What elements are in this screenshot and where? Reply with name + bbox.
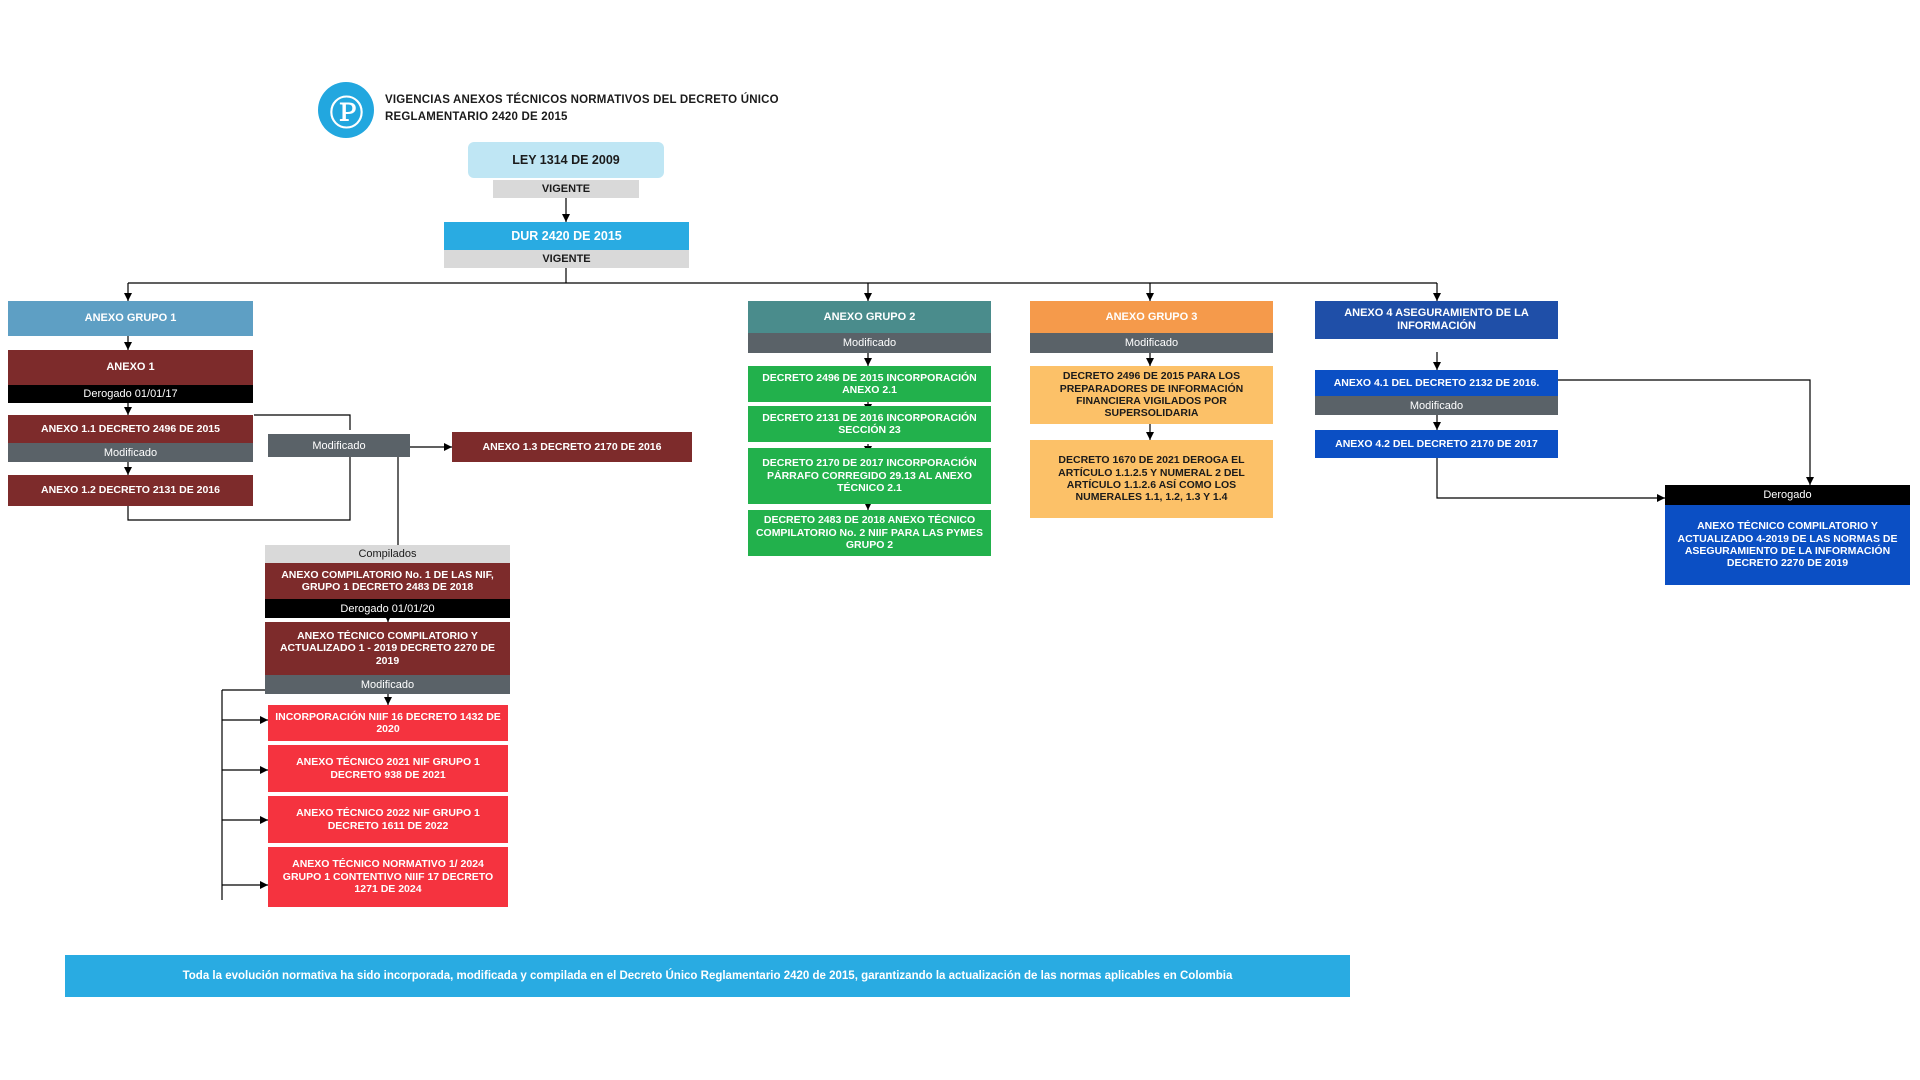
node-anexo-tecnico-2022[interactable] <box>268 796 508 843</box>
node-dur-2420-label: DUR 2420 DE 2015 <box>511 228 622 243</box>
status-dur-2420-label: VIGENTE <box>542 253 591 265</box>
node-g2-decreto-2496[interactable] <box>748 366 991 402</box>
page-title <box>385 92 815 125</box>
node-anexo-grupo-3[interactable] <box>1030 301 1273 333</box>
status-compilados-label: Compilados <box>358 548 417 560</box>
node-g3-decreto-1670[interactable] <box>1030 440 1273 518</box>
node-g2-decreto-2496-label: DECRETO 2496 DE 2015 INCORPORACIÓN ANEXO 2.1 <box>762 371 977 396</box>
status-anexo-compilatorio-1 <box>265 599 510 618</box>
company-logo <box>318 82 374 138</box>
page-title-line-1: VIGENCIAS ANEXOS TÉCNICOS NORMATIVOS DEL DECRETO ÚNICO <box>385 94 779 106</box>
node-ley-1314-label: LEY 1314 DE 2009 <box>512 152 620 167</box>
node-anexo-grupo-4-label: ANEXO 4 ASEGURAMIENTO DE LA INFORMACIÓN <box>1344 307 1529 332</box>
status-anexo-compilatorio-2019-label: Modificado <box>360 678 415 691</box>
node-g2-decreto-2170-label: DECRETO 2170 DE 2017 INCORPORACIÓN PÁRRAFO CORREGIDO 29.13 AL ANEXO TÉCNICO 2.1 <box>762 457 977 495</box>
node-anexo-compilatorio-4-2019[interactable] <box>1665 505 1910 585</box>
status-derogado-anexo-4 <box>1665 485 1910 505</box>
node-incorporacion-niif-16[interactable] <box>268 705 508 741</box>
node-anexo-tecnico-2021-label: ANEXO TÉCNICO 2021 NIF GRUPO 1 DECRETO 938 DE 2021 <box>296 756 480 781</box>
logo-glyph: Ⓟ <box>329 95 363 133</box>
node-anexo-grupo-2[interactable] <box>748 301 991 333</box>
status-anexo-grupo-2-label: Modificado <box>842 337 897 349</box>
footer-banner-text: Toda la evolución normativa ha sido incorporada, modificada y compilada en el Decreto Único Reglamentario 2420 de 2015, garantizando la actualización de las normas aplicables en Colombia <box>182 969 1233 982</box>
node-dur-2420[interactable] <box>444 222 689 250</box>
status-modificado-anexo-1-label: Modificado <box>312 439 366 452</box>
status-anexo-1-label: Derogado 01/01/17 <box>83 388 178 400</box>
node-anexo-compilatorio-2019[interactable] <box>265 622 510 675</box>
status-anexo-grupo-4 <box>1315 339 1558 352</box>
footer-banner <box>65 955 1350 997</box>
node-g3-decreto-2496[interactable] <box>1030 366 1273 424</box>
node-anexo-1-2[interactable] <box>8 475 253 506</box>
node-anexo-4-1[interactable] <box>1315 370 1558 396</box>
node-anexo-tecnico-2021[interactable] <box>268 745 508 792</box>
node-g2-decreto-2131-label: DECRETO 2131 DE 2016 INCORPORACIÓN SECCIÓN 23 <box>762 411 977 436</box>
node-anexo-grupo-4[interactable] <box>1315 301 1558 339</box>
status-anexo-4-1-label: Modificado <box>1409 399 1464 412</box>
node-anexo-1-3[interactable] <box>452 432 692 462</box>
status-modificado-anexo-1 <box>268 434 410 457</box>
status-anexo-compilatorio-2019 <box>265 675 510 694</box>
status-ley-1314-label: VIGENTE <box>541 183 591 195</box>
status-ley-1314 <box>493 180 639 198</box>
node-anexo-1-2-label: ANEXO 1.2 DECRETO 2131 DE 2016 <box>41 484 220 497</box>
node-g2-decreto-2483[interactable] <box>748 510 991 556</box>
status-anexo-grupo-3 <box>1030 333 1273 353</box>
node-anexo-1-label: ANEXO 1 <box>106 361 155 374</box>
node-anexo-tecnico-2022-label: ANEXO TÉCNICO 2022 NIF GRUPO 1 DECRETO 1611 DE 2022 <box>296 807 480 832</box>
status-anexo-grupo-3-label: Modificado <box>1124 337 1179 349</box>
node-anexo-compilatorio-1-label: ANEXO COMPILATORIO No. 1 DE LAS NIF, GRUPO 1 DECRETO 2483 DE 2018 <box>281 568 494 593</box>
node-anexo-tecnico-2024-label: ANEXO TÉCNICO NORMATIVO 1/ 2024 GRUPO 1 CONTENTIVO NIIF 17 DECRETO 1271 DE 2024 <box>282 858 494 896</box>
node-g2-decreto-2170[interactable] <box>748 448 991 504</box>
node-anexo-grupo-1-label: ANEXO GRUPO 1 <box>84 312 177 325</box>
node-anexo-1-1-label: ANEXO 1.1 DECRETO 2496 DE 2015 <box>41 422 220 435</box>
node-anexo-1[interactable] <box>8 350 253 385</box>
node-anexo-1-3-label: ANEXO 1.3 DECRETO 2170 DE 2016 <box>482 440 662 453</box>
status-anexo-1 <box>8 385 253 403</box>
node-anexo-1-1[interactable] <box>8 415 253 443</box>
node-anexo-grupo-2-label: ANEXO GRUPO 2 <box>823 310 916 323</box>
status-anexo-4-1 <box>1315 396 1558 415</box>
node-ley-1314[interactable] <box>468 142 664 178</box>
status-anexo-compilatorio-1-label: Derogado 01/01/20 <box>340 602 435 615</box>
node-g3-decreto-2496-label: DECRETO 2496 DE 2015 PARA LOS PREPARADORES DE INFORMACIÓN FINANCIERA VIGILADOS POR SUPERSOLIDARIA <box>1059 370 1244 420</box>
node-incorporacion-niif-16-label: INCORPORACIÓN NIIF 16 DECRETO 1432 DE 2020 <box>275 710 501 735</box>
status-compilados <box>265 545 510 563</box>
node-g3-decreto-1670-label: DECRETO 1670 DE 2021 DEROGA EL ARTÍCULO 1.1.2.5 Y NUMERAL 2 DEL ARTÍCULO 1.1.2.6 ASÍ COMO LOS NUMERALES 1.1, 1.2, 1.3 Y 1.4 <box>1058 454 1245 504</box>
node-anexo-4-2-label: ANEXO 4.2 DEL DECRETO 2170 DE 2017 <box>1335 437 1538 450</box>
node-anexo-4-2[interactable] <box>1315 430 1558 458</box>
status-anexo-1-1 <box>8 443 253 462</box>
node-anexo-tecnico-2024[interactable] <box>268 847 508 907</box>
status-anexo-grupo-2 <box>748 333 991 353</box>
node-g2-decreto-2483-label: DECRETO 2483 DE 2018 ANEXO TÉCNICO COMPILATORIO No. 2 NIIF PARA LAS PYMES GRUPO 2 <box>755 514 984 552</box>
page-title-line-2: REGLAMENTARIO 2420 DE 2015 <box>385 110 568 123</box>
node-anexo-grupo-1[interactable] <box>8 301 253 336</box>
node-anexo-grupo-3-label: ANEXO GRUPO 3 <box>1105 310 1198 323</box>
node-anexo-4-1-label: ANEXO 4.1 DEL DECRETO 2132 DE 2016. <box>1333 376 1540 389</box>
node-g2-decreto-2131[interactable] <box>748 406 991 442</box>
status-derogado-anexo-4-label: Derogado <box>1763 489 1812 501</box>
node-anexo-compilatorio-1[interactable] <box>265 563 510 599</box>
node-anexo-compilatorio-4-2019-label: ANEXO TÉCNICO COMPILATORIO Y ACTUALIZADO 4-2019 DE LAS NORMAS DE ASEGURAMIENTO DE LA INFORMACIÓN DECRETO 2270 DE 2019 <box>1677 520 1898 570</box>
status-anexo-1-1-label: Modificado <box>103 446 158 459</box>
node-anexo-compilatorio-2019-label: ANEXO TÉCNICO COMPILATORIO Y ACTUALIZADO 1 - 2019 DECRETO 2270 DE 2019 <box>279 629 496 667</box>
status-dur-2420 <box>444 250 689 268</box>
